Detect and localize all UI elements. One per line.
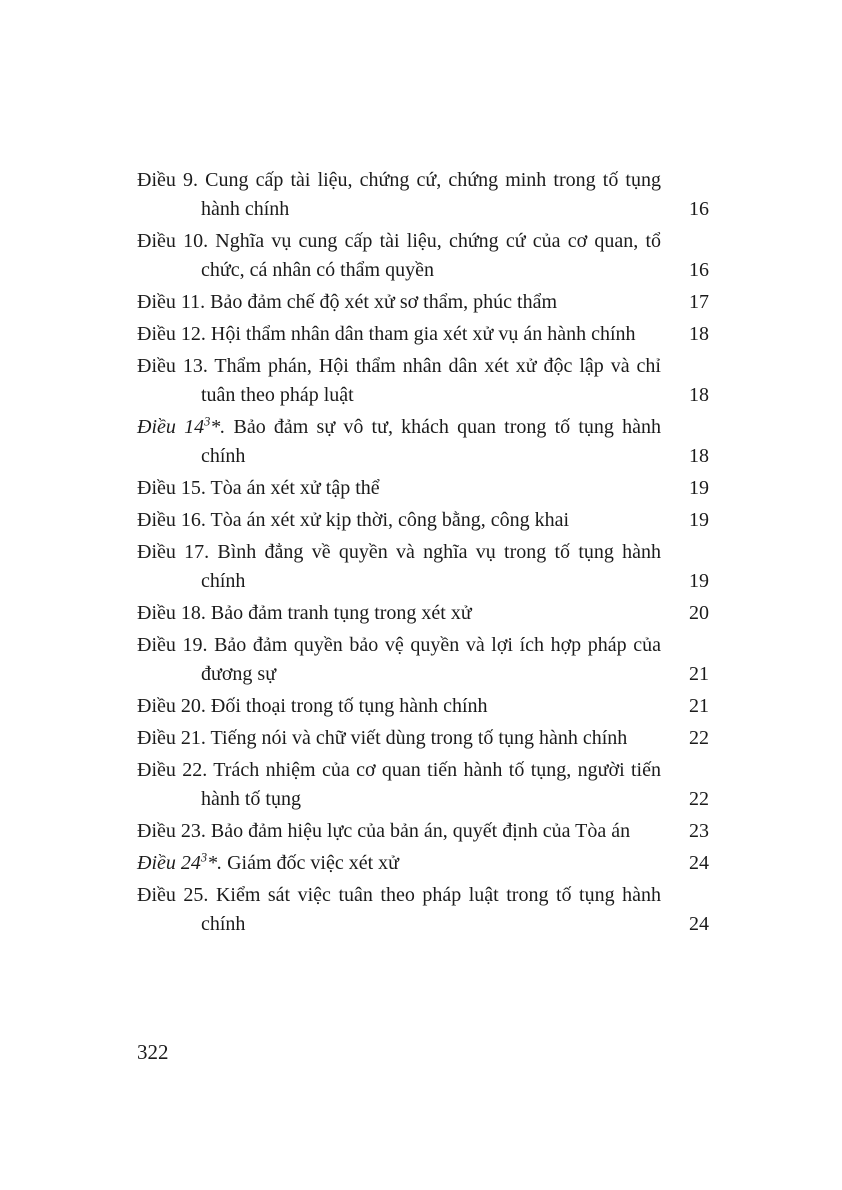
toc-entry xyxy=(137,692,709,721)
toc-entry xyxy=(137,599,709,628)
article-label-suffix: *. xyxy=(210,416,226,438)
toc-entry-text xyxy=(137,724,661,753)
article-label xyxy=(137,416,225,438)
toc-entry xyxy=(137,474,709,503)
article-title: Tiếng nói và chữ viết dùng trong tố tụng hành chính xyxy=(210,727,628,749)
article-title: Bảo đảm sự vô tư, khách quan trong tố tụng hành chính xyxy=(201,416,661,467)
article-title: Bình đẳng về quyền và nghĩa vụ trong tố tụng hành chính xyxy=(201,541,662,592)
article-title: Trách nhiệm của cơ quan tiến hành tố tụng, người tiến hành tố tụng xyxy=(201,759,661,810)
article-number: Điều 25. xyxy=(137,884,209,906)
article-label xyxy=(137,727,206,749)
toc-entry xyxy=(137,631,709,689)
article-label-suffix: *. xyxy=(207,852,223,874)
toc-entry xyxy=(137,817,709,846)
toc-entry-text xyxy=(137,413,661,471)
article-title: Nghĩa vụ cung cấp tài liệu, chứng cứ của cơ quan, tổ chức, cá nhân có thẩm quyền xyxy=(201,230,661,281)
page-ref: 24 xyxy=(689,852,709,874)
page-ref: 16 xyxy=(689,198,709,220)
article-label xyxy=(137,852,222,874)
article-number: Điều 14 xyxy=(137,416,205,438)
toc-entry-text xyxy=(137,288,661,317)
toc-entry xyxy=(137,413,709,471)
toc-entry xyxy=(137,881,709,939)
article-label xyxy=(137,477,206,499)
article-label xyxy=(137,230,208,252)
toc-entry xyxy=(137,227,709,285)
article-label xyxy=(137,602,206,624)
toc-entry-text xyxy=(137,631,661,689)
page-ref: 21 xyxy=(689,663,709,685)
toc-entry-text xyxy=(137,817,661,846)
article-title: Kiểm sát việc tuân theo pháp luật trong tố tụng hành chính xyxy=(201,884,662,935)
toc-entry xyxy=(137,166,709,224)
article-number: Điều 9. xyxy=(137,169,198,191)
article-title: Hội thẩm nhân dân tham gia xét xử vụ án hành chính xyxy=(210,323,636,345)
article-footnote-sup: 3 xyxy=(200,850,208,865)
page-number: 322 xyxy=(137,1040,169,1064)
page-ref: 22 xyxy=(689,727,709,749)
article-number: Điều 12. xyxy=(137,323,206,345)
article-title: Bảo đảm chế độ xét xử sơ thẩm, phúc thẩm xyxy=(210,291,558,313)
toc-entry-text xyxy=(137,227,661,285)
toc-entry-text xyxy=(137,538,661,596)
article-label xyxy=(137,355,208,377)
article-label xyxy=(137,634,207,656)
toc-entry-text xyxy=(137,474,661,503)
page-ref: 24 xyxy=(689,913,709,935)
article-label xyxy=(137,541,209,563)
article-number: Điều 22. xyxy=(137,759,208,781)
article-number: Điều 15. xyxy=(137,477,206,499)
article-number: Điều 16. xyxy=(137,509,206,531)
toc-entry xyxy=(137,352,709,410)
article-title: Bảo đảm hiệu lực của bản án, quyết định của Tòa án xyxy=(210,820,631,842)
article-title: Bảo đảm tranh tụng trong xét xử xyxy=(210,602,472,624)
article-footnote-sup: 3 xyxy=(204,414,211,429)
toc-entry-text xyxy=(137,756,661,814)
article-label xyxy=(137,820,206,842)
toc-entry-text xyxy=(137,881,661,939)
article-number: Điều 24 xyxy=(137,852,201,874)
article-label xyxy=(137,291,205,313)
page-ref: 17 xyxy=(689,291,709,313)
toc-entry xyxy=(137,538,709,596)
page-ref: 19 xyxy=(689,570,709,592)
page-ref: 22 xyxy=(689,788,709,810)
article-label xyxy=(137,695,206,717)
article-label xyxy=(137,884,208,906)
toc-entry-text xyxy=(137,849,661,878)
article-label xyxy=(137,323,206,345)
toc-entry-text xyxy=(137,320,661,349)
toc-entry xyxy=(137,756,709,814)
article-title: Giám đốc việc xét xử xyxy=(227,852,399,874)
article-number: Điều 18. xyxy=(137,602,206,624)
article-number: Điều 20. xyxy=(137,695,206,717)
page-ref: 20 xyxy=(689,602,709,624)
article-number: Điều 17. xyxy=(137,541,210,563)
toc-entry xyxy=(137,288,709,317)
toc-entry xyxy=(137,724,709,753)
page-ref: 18 xyxy=(689,445,709,467)
page-ref: 19 xyxy=(689,509,709,531)
toc-entry-text xyxy=(137,166,661,224)
article-number: Điều 21. xyxy=(137,727,206,749)
article-title: Tòa án xét xử kịp thời, công bằng, công khai xyxy=(210,509,570,531)
article-label xyxy=(137,169,198,191)
toc-list xyxy=(137,166,709,942)
page-ref: 23 xyxy=(689,820,709,842)
toc-entry-text xyxy=(137,599,661,628)
toc-entry xyxy=(137,320,709,349)
page-ref: 19 xyxy=(689,477,709,499)
article-number: Điều 23. xyxy=(137,820,206,842)
article-number: Điều 10. xyxy=(137,230,209,252)
article-title: Thẩm phán, Hội thẩm nhân dân xét xử độc lập và chỉ tuân theo pháp luật xyxy=(201,355,661,406)
page-ref: 18 xyxy=(689,323,709,345)
toc-entry-text xyxy=(137,506,661,535)
article-title: Cung cấp tài liệu, chứng cứ, chứng minh trong tố tụng hành chính xyxy=(201,169,661,220)
article-title: Bảo đảm quyền bảo vệ quyền và lợi ích hợp pháp của đương sự xyxy=(201,634,662,685)
page-ref: 16 xyxy=(689,259,709,281)
article-number: Điều 13. xyxy=(137,355,208,377)
page-ref: 18 xyxy=(689,384,709,406)
toc-entry xyxy=(137,506,709,535)
article-label xyxy=(137,759,207,781)
toc-entry-text xyxy=(137,692,661,721)
toc-entry xyxy=(137,849,709,878)
article-title: Đối thoại trong tố tụng hành chính xyxy=(210,695,488,717)
page-ref: 21 xyxy=(689,695,709,717)
article-label xyxy=(137,509,206,531)
toc-entry-text xyxy=(137,352,661,410)
article-number: Điều 11. xyxy=(137,291,206,313)
article-title: Tòa án xét xử tập thể xyxy=(210,477,380,499)
article-number: Điều 19. xyxy=(137,634,208,656)
